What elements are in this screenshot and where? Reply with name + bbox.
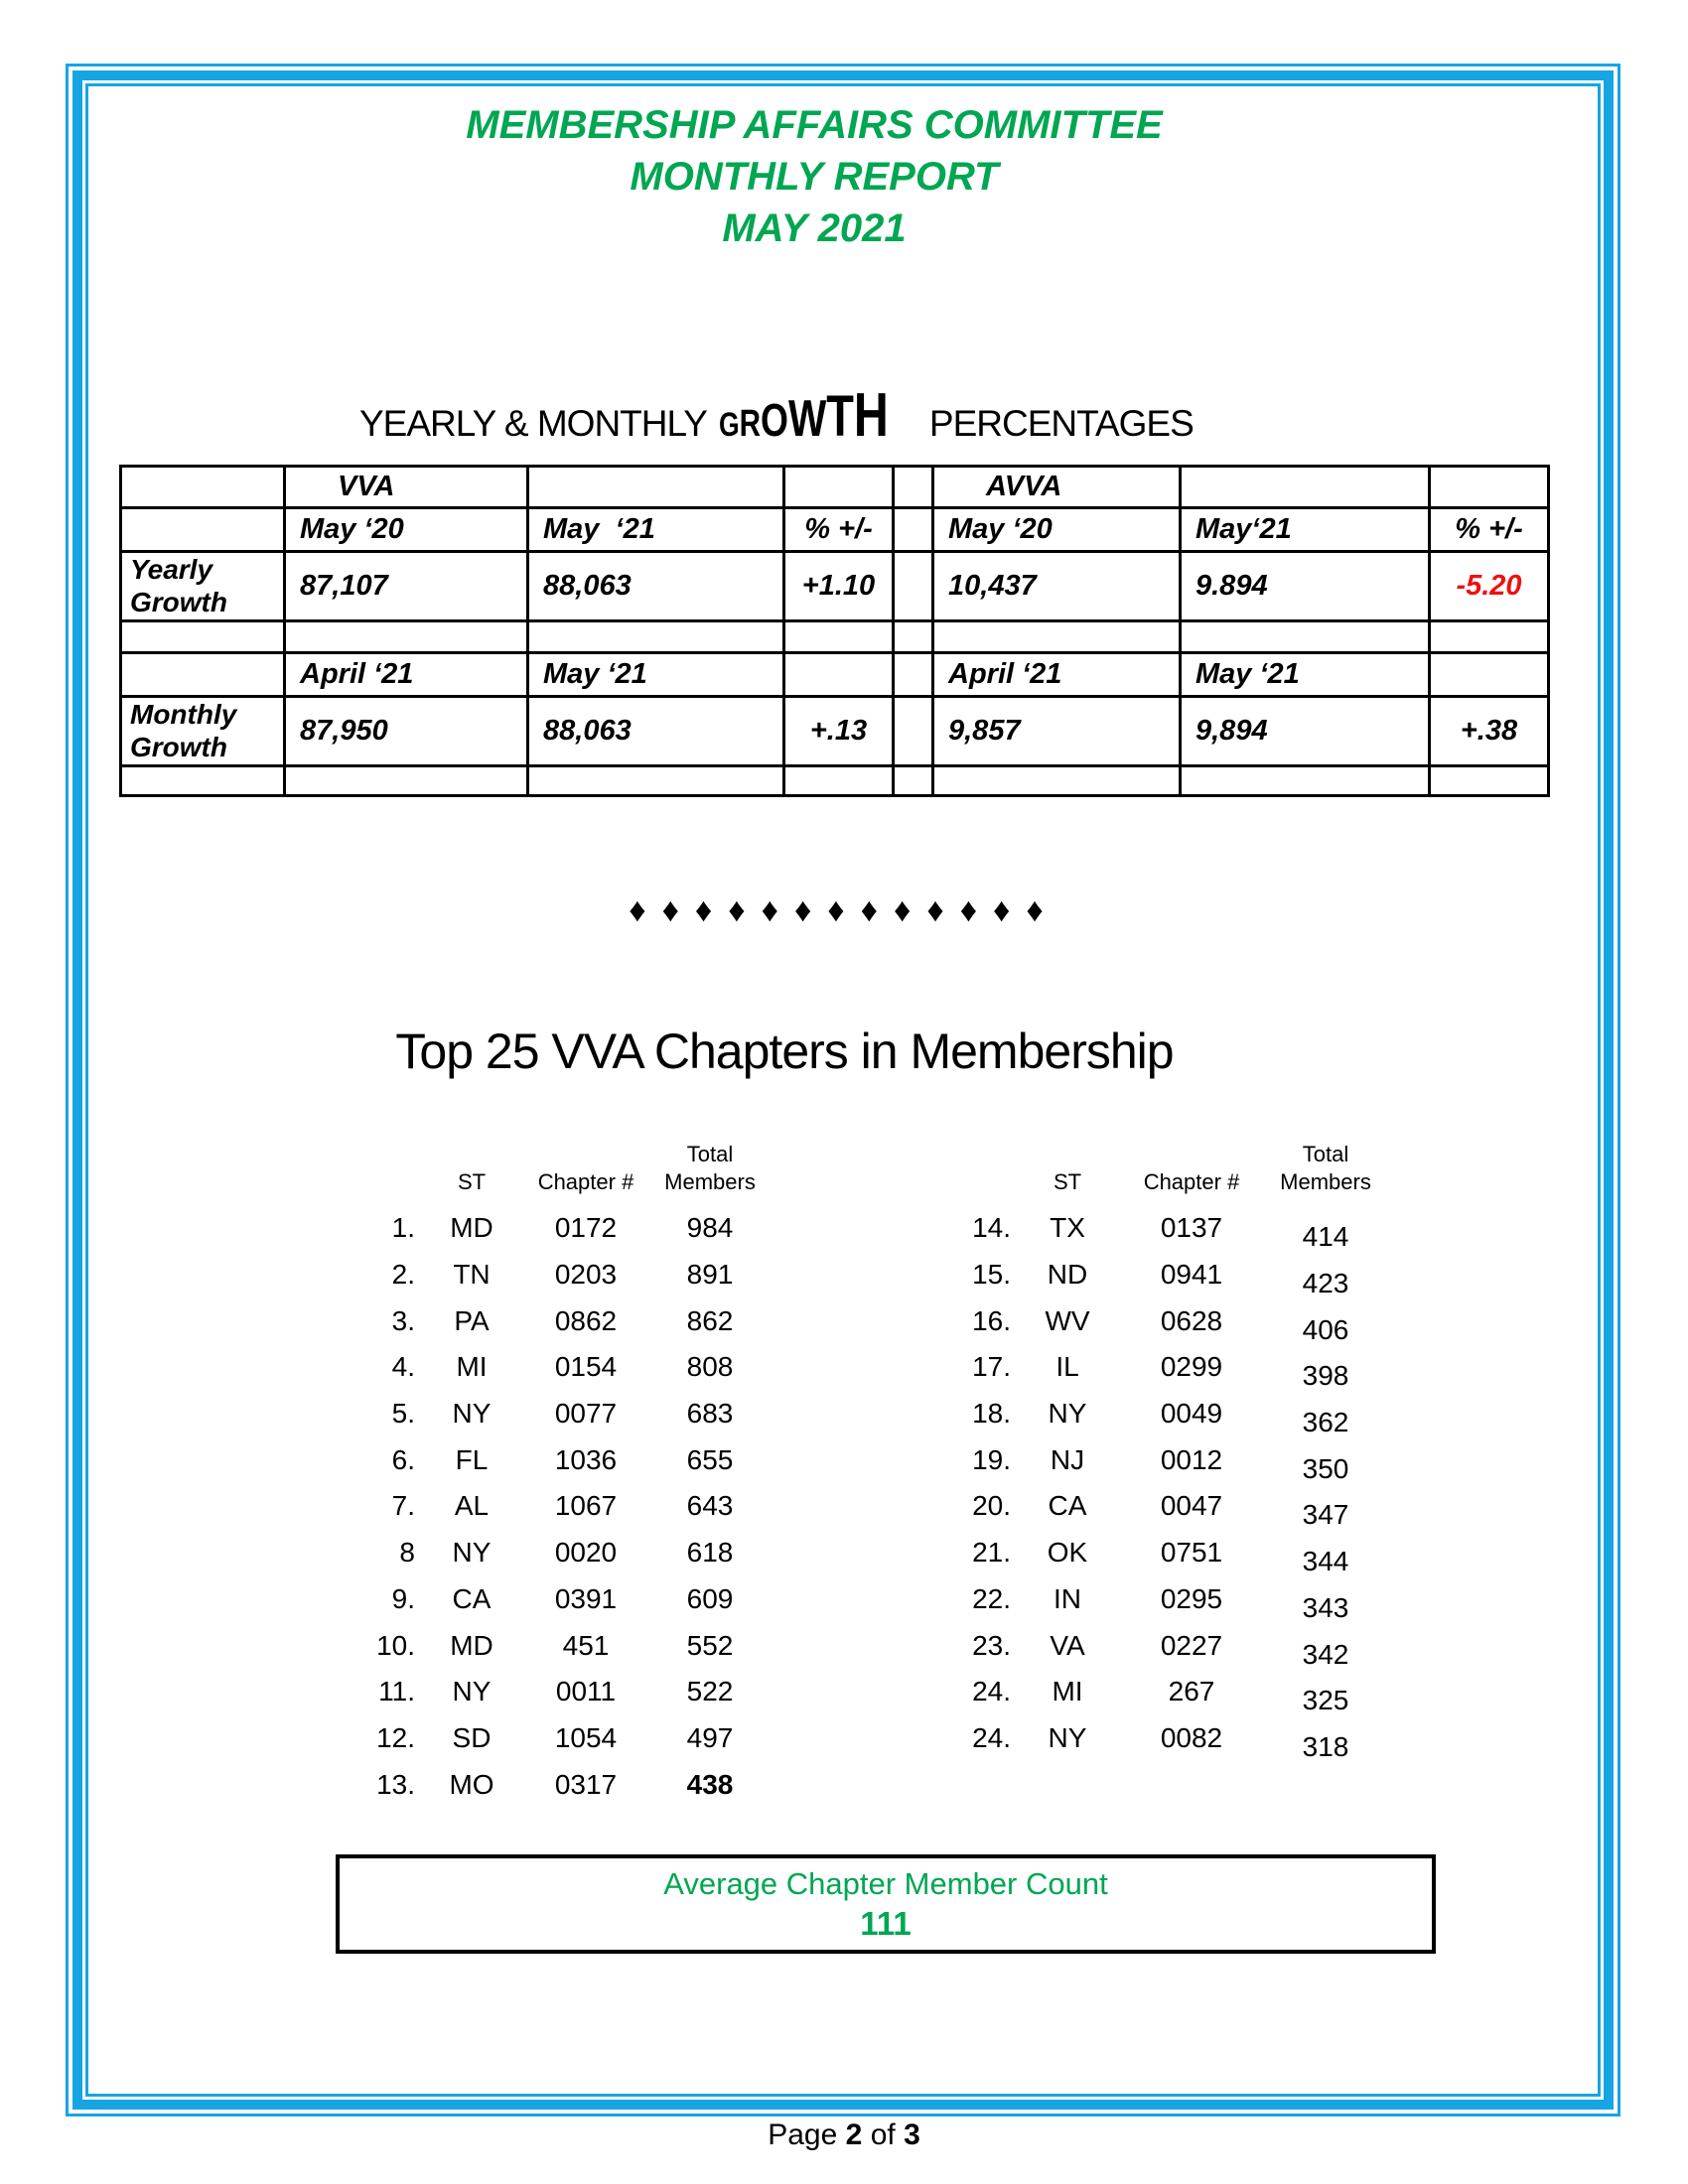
chapter-total: 325 [1302, 1685, 1349, 1716]
chapter-state: NY [452, 1537, 492, 1569]
empty-cell [1430, 621, 1549, 653]
chapter-rank: 13. [376, 1768, 415, 1800]
empty-cell [121, 467, 285, 508]
vva-monthly-prev-header: April ‘21 [285, 653, 528, 697]
state-header: ST [457, 1169, 487, 1194]
chapter-total: 552 [686, 1629, 734, 1661]
empty-cell [1112, 1142, 1271, 1169]
spacer-row [121, 621, 1549, 653]
chapter-rank: 12. [376, 1721, 415, 1753]
total-members-header-line2: Members [664, 1169, 756, 1194]
growth-heading-wordart [719, 381, 890, 450]
yearly-header-row [121, 508, 1549, 552]
chapter-state: OK [1047, 1537, 1088, 1569]
avva-monthly-prev-header: April ‘21 [933, 653, 1181, 697]
vva-yearly-pct-header: % +/- [784, 508, 894, 552]
footer-word-of: of [870, 2118, 896, 2151]
chapter-rank: 23. [972, 1629, 1011, 1661]
empty-cell [933, 766, 1181, 796]
chapter-state: TN [453, 1259, 491, 1291]
chapter-state: MI [456, 1351, 488, 1383]
report-title-line-1: MEMBERSHIP AFFAIRS COMMITTEE [466, 103, 1163, 147]
chapter-state: MI [1052, 1676, 1083, 1707]
empty-cell [528, 467, 784, 508]
chapter-state: VA [1050, 1629, 1085, 1661]
chapters-left-column-headers [365, 1142, 765, 1197]
chapter-state: CA [452, 1582, 492, 1614]
chapter-state: WV [1045, 1304, 1090, 1336]
yearly-growth-row [121, 552, 1549, 621]
chapter-state: FL [455, 1443, 489, 1475]
footer-word-page: Page [768, 2118, 838, 2151]
spacer-row [121, 766, 1549, 796]
chapter-rank: 17. [972, 1351, 1011, 1383]
empty-cell [365, 1142, 427, 1169]
growth-table-org-row [121, 467, 1549, 508]
chapter-total: 423 [1302, 1268, 1349, 1299]
chapter-number: 0172 [554, 1212, 618, 1244]
wordart-letter: R [740, 403, 762, 445]
vva-yearly-cur-header: May ‘21 [528, 508, 784, 552]
chapter-total: 318 [1302, 1730, 1349, 1762]
chapter-number: 0317 [554, 1768, 618, 1800]
empty-cell [1181, 467, 1430, 508]
chapter-number: 0941 [1160, 1259, 1223, 1291]
chapter-number-header: Chapter # [1143, 1169, 1240, 1194]
chapter-state: TX [1050, 1212, 1085, 1244]
chapter-number: 0751 [1160, 1537, 1223, 1569]
avva-yearly-pct-value: -5.20 [1430, 552, 1549, 621]
monthly-growth-label: Monthly Growth [121, 697, 285, 766]
chapter-state: NJ [1050, 1443, 1085, 1475]
page-border-frame [66, 64, 1620, 2116]
avva-monthly-cur-header: May ‘21 [1181, 653, 1430, 697]
report-title-line-2: MONTHLY REPORT [630, 155, 999, 199]
chapter-state: ND [1047, 1259, 1088, 1291]
chapter-state: NY [1048, 1398, 1087, 1430]
growth-table [119, 465, 1550, 797]
vva-monthly-prev-value: 87,950 [285, 697, 528, 766]
chapter-total: 618 [686, 1537, 734, 1569]
total-members-header-line2: Members [1280, 1169, 1371, 1194]
footer-page-total: 3 [904, 2118, 920, 2151]
chapter-number: 0077 [554, 1398, 618, 1430]
chapter-state: AL [454, 1490, 490, 1522]
chapter-total: 609 [686, 1582, 734, 1614]
chapter-rank: 22. [972, 1582, 1011, 1614]
empty-cell [121, 653, 285, 697]
chapter-number: 0137 [1160, 1212, 1223, 1244]
chapter-total: 683 [686, 1398, 734, 1430]
empty-cell [427, 1142, 516, 1169]
chapter-rank: 21. [972, 1537, 1011, 1569]
average-count-label: Average Chapter Member Count [663, 1866, 1108, 1901]
chapter-state: NY [452, 1398, 492, 1430]
chapter-number: 0082 [1160, 1721, 1223, 1753]
avva-org-header: AVVA [933, 467, 1181, 508]
growth-section-heading [359, 381, 1194, 450]
chapter-state: NY [452, 1676, 492, 1707]
empty-cell [1430, 653, 1549, 697]
chapter-rank: 18. [972, 1398, 1011, 1430]
empty-cell [784, 766, 894, 796]
chapter-state: PA [454, 1304, 490, 1336]
empty-cell [121, 766, 285, 796]
page-border-frame-middle [72, 70, 1614, 2110]
chapter-rank: 15. [972, 1259, 1011, 1291]
chapter-number-header: Chapter # [537, 1169, 634, 1194]
wordart-letter: H [854, 381, 890, 450]
chapter-number: 0628 [1160, 1304, 1223, 1336]
vva-monthly-cur-value: 88,063 [528, 697, 784, 766]
footer-page-number: 2 [845, 2118, 863, 2151]
chapter-number: 0012 [1160, 1443, 1223, 1475]
empty-cell [121, 621, 285, 653]
chapter-number: 267 [1168, 1676, 1215, 1707]
chapter-rank: 19. [972, 1443, 1011, 1475]
chapter-total: 347 [1302, 1499, 1349, 1531]
chapter-total: 808 [686, 1351, 734, 1383]
chapter-number: 0299 [1160, 1351, 1223, 1383]
chapter-number: 1067 [554, 1490, 618, 1522]
chapter-total: 350 [1302, 1452, 1349, 1484]
state-header: ST [1053, 1169, 1082, 1194]
chapter-rank: 4. [391, 1351, 415, 1383]
avva-yearly-prev-header: May ‘20 [933, 508, 1181, 552]
chapter-rank: 11. [378, 1676, 415, 1707]
chapter-total: 344 [1302, 1546, 1349, 1577]
wordart-letter: T [826, 384, 855, 449]
chapter-rank: 2. [391, 1259, 415, 1291]
empty-cell [961, 1142, 1023, 1169]
empty-cell [784, 653, 894, 697]
empty-cell [784, 621, 894, 653]
wordart-letter: W [788, 390, 827, 448]
empty-cell [121, 508, 285, 552]
chapter-number: 0011 [555, 1676, 617, 1707]
chapter-rank: 9. [391, 1582, 415, 1614]
growth-heading-suffix: PERCENTAGES [928, 403, 1194, 444]
chapter-total: 343 [1302, 1591, 1349, 1623]
gap-cell [894, 621, 933, 653]
chapter-number: 0862 [554, 1304, 618, 1336]
empty-cell [285, 621, 528, 653]
chapter-rank: 24. [972, 1721, 1011, 1753]
gap-cell [894, 697, 933, 766]
chapter-number: 0391 [554, 1582, 618, 1614]
chapters-right-column-headers [961, 1142, 1380, 1197]
chapter-total: 438 [686, 1768, 734, 1800]
vva-org-header: VVA [285, 467, 528, 508]
yearly-growth-label: Yearly Growth [121, 552, 285, 621]
empty-cell [365, 1169, 427, 1197]
chapter-state: MD [450, 1212, 493, 1244]
chapter-rank: 5. [391, 1398, 415, 1430]
empty-cell [528, 621, 784, 653]
gap-cell [894, 467, 933, 508]
empty-cell [933, 621, 1181, 653]
chapter-number: 1036 [554, 1443, 618, 1475]
chapter-total: 497 [686, 1721, 734, 1753]
empty-cell [528, 766, 784, 796]
chapter-total: 862 [686, 1304, 734, 1336]
chapter-rank: 10. [376, 1629, 415, 1661]
chapter-total: 362 [1302, 1407, 1349, 1438]
chapter-state: SD [452, 1721, 492, 1753]
vva-monthly-cur-header: May ‘21 [528, 653, 784, 697]
average-count-box [336, 1854, 1436, 1954]
chapter-rank: 8 [399, 1537, 415, 1569]
chapter-total: 398 [1302, 1360, 1349, 1392]
chapter-number: 0295 [1160, 1582, 1223, 1614]
chapter-total: 643 [686, 1490, 734, 1522]
empty-cell [784, 467, 894, 508]
gap-cell [894, 653, 933, 697]
avva-yearly-cur-value: 9.894 [1181, 552, 1430, 621]
gap-cell [894, 552, 933, 621]
chapter-number: 0203 [554, 1259, 618, 1291]
gap-cell [894, 766, 933, 796]
empty-cell [1430, 467, 1549, 508]
total-members-header-line1: Total [686, 1142, 734, 1166]
chapter-state: NY [1048, 1721, 1087, 1753]
chapter-total: 406 [1302, 1313, 1349, 1345]
vva-yearly-prev-value: 87,107 [285, 552, 528, 621]
chapter-number: 0020 [554, 1537, 618, 1569]
chapters-list-left [365, 1205, 765, 1808]
chapter-number: 0047 [1160, 1490, 1223, 1522]
chapter-number: 451 [562, 1629, 610, 1661]
vva-yearly-pct-value: +1.10 [784, 552, 894, 621]
empty-cell [285, 766, 528, 796]
chapter-state: IN [1054, 1582, 1081, 1614]
chapter-rank: 16. [972, 1304, 1011, 1336]
chapter-total: 522 [686, 1676, 734, 1707]
growth-heading-prefix: YEARLY & MONTHLY [359, 403, 707, 444]
chapters-section-title: Top 25 VVA Chapters in Membership [395, 1024, 1174, 1079]
chapter-state: IL [1055, 1351, 1079, 1383]
chapter-total: 342 [1302, 1638, 1349, 1670]
average-count-value: 111 [860, 1905, 912, 1942]
empty-cell [1023, 1142, 1112, 1169]
vva-yearly-cur-value: 88,063 [528, 552, 784, 621]
chapter-state: MD [450, 1629, 493, 1661]
chapter-rank: 24. [972, 1676, 1011, 1707]
chapter-total: 414 [1302, 1221, 1349, 1253]
chapter-number: 1054 [554, 1721, 618, 1753]
chapter-rank: 6. [391, 1443, 415, 1475]
empty-cell [1430, 766, 1549, 796]
gap-cell [894, 508, 933, 552]
total-members-header-line1: Total [1302, 1142, 1349, 1166]
avva-yearly-cur-header: May‘21 [1181, 508, 1430, 552]
chapter-rank: 20. [972, 1490, 1011, 1522]
wordart-letter: G [719, 406, 741, 444]
avva-monthly-pct-value: +.38 [1430, 697, 1549, 766]
avva-yearly-pct-header: % +/- [1430, 508, 1549, 552]
chapter-state: MO [449, 1768, 494, 1800]
monthly-growth-row [121, 697, 1549, 766]
report-title-line-3: MAY 2021 [722, 206, 907, 250]
monthly-header-row [121, 653, 1549, 697]
empty-cell [1181, 766, 1430, 796]
chapter-total: 655 [686, 1443, 734, 1475]
chapter-rank: 7. [391, 1490, 415, 1522]
avva-yearly-prev-value: 10,437 [933, 552, 1181, 621]
empty-cell [961, 1169, 1023, 1197]
chapter-number: 0227 [1160, 1629, 1223, 1661]
wordart-letter: O [761, 394, 789, 446]
vva-yearly-prev-header: May ‘20 [285, 508, 528, 552]
avva-monthly-cur-value: 9,894 [1181, 697, 1430, 766]
chapter-state: CA [1048, 1490, 1087, 1522]
diamond-divider: ♦♦♦♦♦♦♦♦♦♦♦♦♦ [629, 891, 1059, 929]
empty-cell [516, 1142, 655, 1169]
chapter-total: 891 [686, 1259, 734, 1291]
page-footer [0, 2118, 1688, 2152]
empty-cell [1181, 621, 1430, 653]
chapter-number: 0154 [554, 1351, 618, 1383]
chapter-rank: 1. [391, 1212, 415, 1244]
chapter-rank: 3. [391, 1304, 415, 1336]
chapter-number: 0049 [1160, 1398, 1223, 1430]
vva-monthly-pct-value: +.13 [784, 697, 894, 766]
chapter-rank: 14. [972, 1212, 1011, 1244]
report-title [0, 99, 1628, 254]
avva-monthly-prev-value: 9,857 [933, 697, 1181, 766]
chapter-total: 984 [686, 1212, 734, 1244]
chapters-list-right [961, 1205, 1380, 1761]
